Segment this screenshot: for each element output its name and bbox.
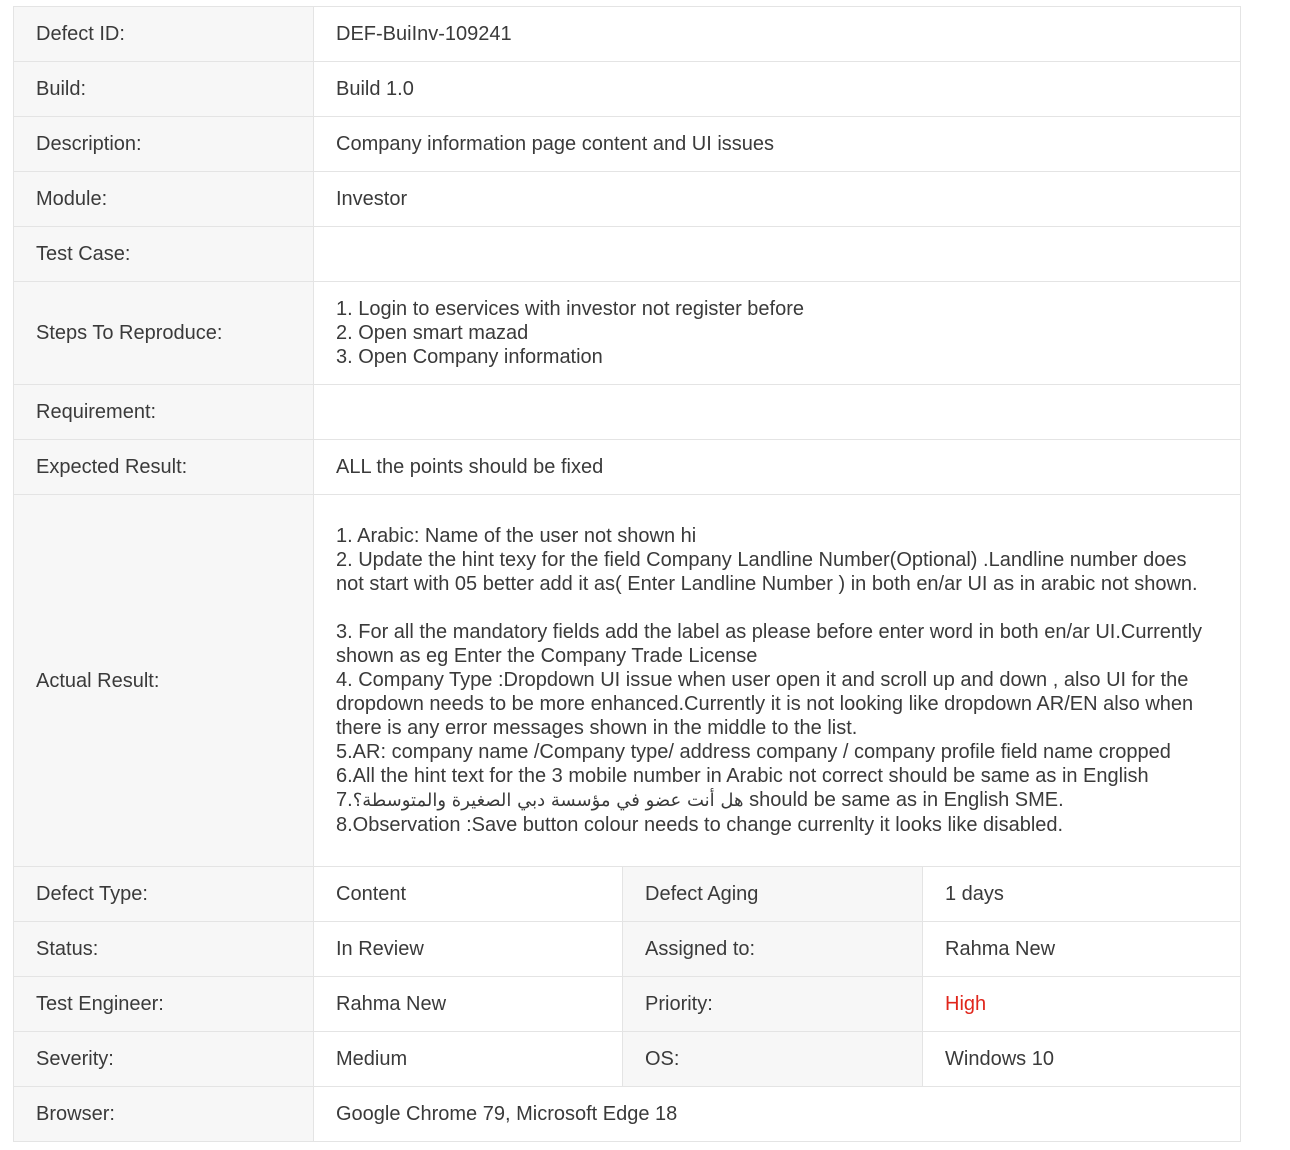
defect-id-value: DEF-BuiInv-109241	[314, 7, 1241, 62]
actual-label: Actual Result:	[14, 495, 314, 867]
severity-label: Severity:	[14, 1032, 314, 1087]
step-item: 1. Login to eservices with investor not register before	[336, 298, 805, 320]
requirement-label: Requirement:	[14, 385, 314, 440]
actual-point-7	[336, 788, 1218, 813]
row-requirement	[14, 385, 1241, 440]
steps-value	[314, 282, 1241, 385]
status-label: Status:	[14, 922, 314, 977]
point-7-prefix: 7.	[336, 789, 353, 811]
row-severity	[14, 1032, 1241, 1087]
test-case-label: Test Case:	[14, 227, 314, 282]
build-label: Build:	[14, 62, 314, 117]
defect-aging-label: Defect Aging	[623, 867, 923, 922]
requirement-value	[314, 385, 1241, 440]
step-item: 2. Open smart mazad	[336, 322, 529, 344]
row-defect-id	[14, 7, 1241, 62]
steps-label: Steps To Reproduce:	[14, 282, 314, 385]
expected-value: ALL the points should be fixed	[314, 440, 1241, 495]
actual-spacer	[336, 596, 1218, 620]
module-value: Investor	[314, 172, 1241, 227]
actual-paragraph-1: 1. Arabic: Name of the user not shown hi 2. Update the hint texy for the field Company Landline Number(Optional) .Landline number does not start with 05 better add it as( Enter Landline Number ) in both en/ar UI as in arabic not shown.	[336, 525, 1198, 595]
defect-type-label: Defect Type:	[14, 867, 314, 922]
test-case-value	[314, 227, 1241, 282]
row-defect-type	[14, 867, 1241, 922]
module-label: Module:	[14, 172, 314, 227]
browser-value: Google Chrome 79, Microsoft Edge 18	[314, 1087, 1241, 1142]
description-value: Company information page content and UI issues	[314, 117, 1241, 172]
assigned-value: Rahma New	[923, 922, 1241, 977]
defect-type-value: Content	[314, 867, 623, 922]
priority-label: Priority:	[623, 977, 923, 1032]
os-value: Windows 10	[923, 1032, 1241, 1087]
row-steps	[14, 282, 1241, 385]
build-value: Build 1.0	[314, 62, 1241, 117]
row-actual	[14, 495, 1241, 867]
browser-label: Browser:	[14, 1087, 314, 1142]
row-description	[14, 117, 1241, 172]
row-engineer	[14, 977, 1241, 1032]
row-build	[14, 62, 1241, 117]
priority-value: High	[923, 977, 1241, 1032]
row-expected	[14, 440, 1241, 495]
defect-aging-value: 1 days	[923, 867, 1241, 922]
row-test-case	[14, 227, 1241, 282]
engineer-label: Test Engineer:	[14, 977, 314, 1032]
description-label: Description:	[14, 117, 314, 172]
defect-id-label: Defect ID:	[14, 7, 314, 62]
status-value: In Review	[314, 922, 623, 977]
row-module	[14, 172, 1241, 227]
defect-details-table	[13, 6, 1241, 1142]
engineer-value: Rahma New	[314, 977, 623, 1032]
row-status	[14, 922, 1241, 977]
assigned-label: Assigned to:	[623, 922, 923, 977]
step-item: 3. Open Company information	[336, 346, 603, 368]
os-label: OS:	[623, 1032, 923, 1087]
point-7-suffix: should be same as in English SME.	[743, 789, 1064, 811]
expected-label: Expected Result:	[14, 440, 314, 495]
row-browser	[14, 1087, 1241, 1142]
severity-value: Medium	[314, 1032, 623, 1087]
point-7-arabic: هل أنت عضو في مؤسسة دبي الصغيرة والمتوسطة؟	[352, 790, 744, 811]
actual-paragraph-2: 3. For all the mandatory fields add the label as please before enter word in both en/ar UI.Currently shown as eg Enter the Company Trade License 4. Company Type :Dropdown UI issue when user open it and scroll up and down , also UI for the dropdown needs to be more enhanced.Currently it is not looking like dropdown AR/EN also when there is any error messages shown in the middle to the list. 5.AR: company name /Company type/ address company / company profile field name cropped 6.All the hint text for the 3 mobile number in Arabic not correct should be same as in English	[336, 621, 1203, 787]
actual-point-8: 8.Observation :Save button colour needs to change currenlty it looks like disabled.	[336, 814, 1064, 836]
actual-value	[314, 495, 1241, 867]
